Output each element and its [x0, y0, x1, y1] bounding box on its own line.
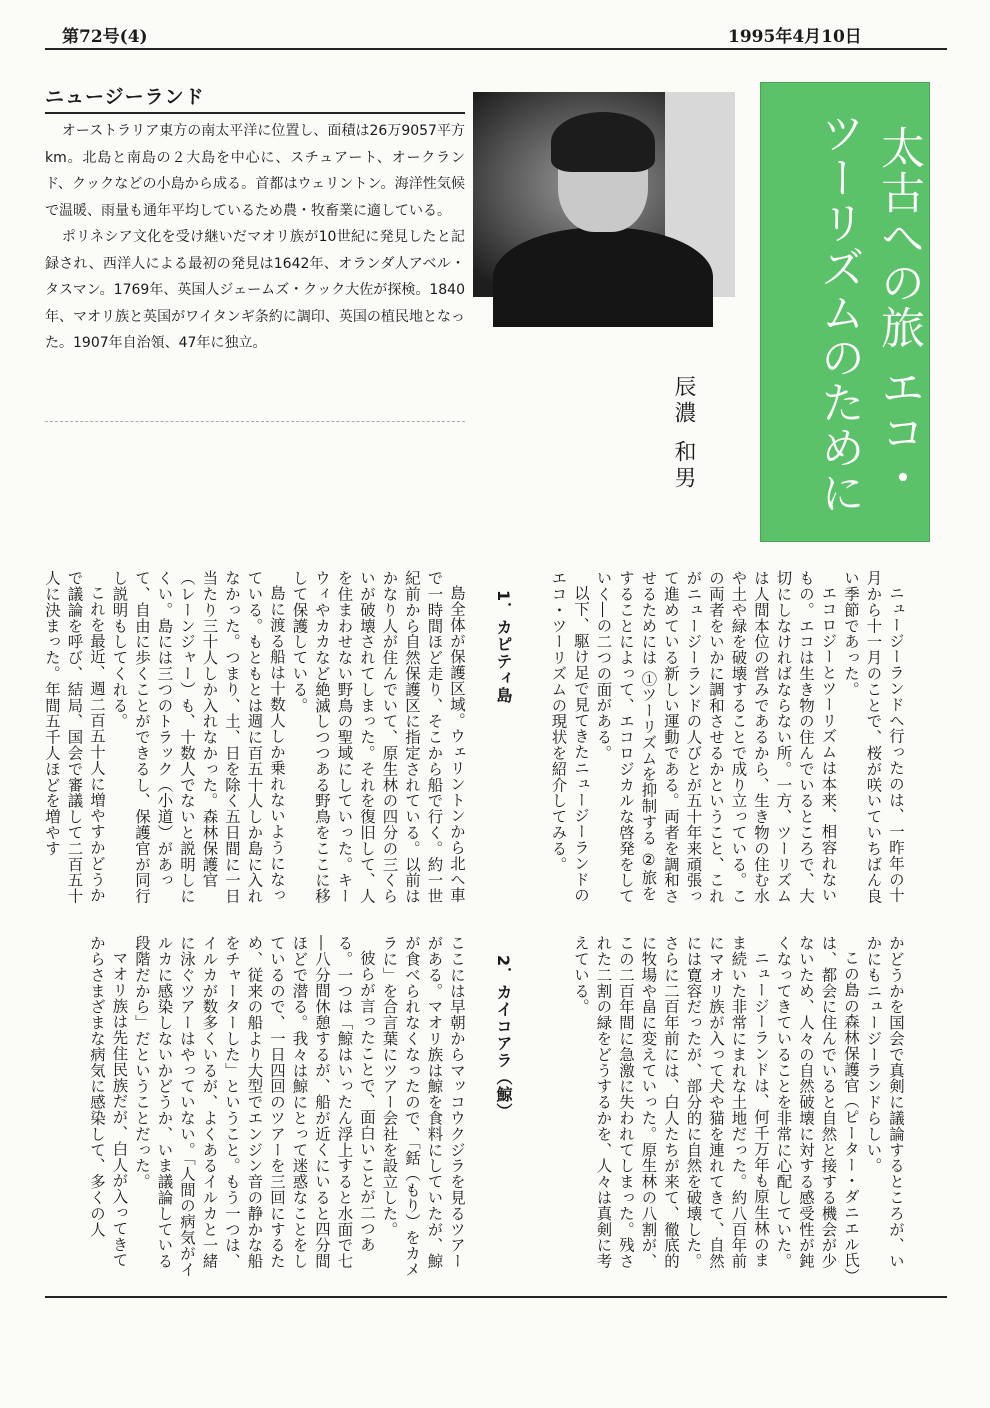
bottom-rule [45, 1296, 947, 1298]
section-heading-kaikoura: 2．カイコアラ（鯨） [494, 955, 513, 1121]
article-paragraph: 以下、駆け足で見てきたニュージーランドのエコ・ツーリズムの現状を紹介してみる。 [549, 570, 590, 904]
author-name [668, 375, 699, 427]
article-paragraph: これを最近、週二百五十人に増やすかどうかで議論を呼び、結局、国会で審議して二百五十人に決まった。年間五千人ほどを増やす [43, 570, 106, 904]
author-name-given-wrap [668, 440, 699, 492]
sidebar-box-border [45, 420, 465, 422]
sidebar-box-text [45, 118, 465, 357]
article-paragraph: ニュージーランドは、何千万年も原生林のまま続いた非常にまれな土地だった。約八百年前にマオリ族が入って犬や猫を連れてきて、自然には寛容だったが、部分的に自然を破壊した。さらに二百年前には、白人たちが来て、徹底的に牧場や畠に変えていった。原生林の八割が、この二百年間に急激に失われてしまった。残された二割の緑をどうするかを、人々は真剣に考えている。 [572, 935, 770, 1269]
article-paragraph: マオリ族は先住民族だが、白人が入ってきてからさまざまな病気に感染して、多くの人 [88, 935, 129, 1269]
article-title-line2: ツーリズムのために [813, 110, 864, 515]
author-family-name: 辰濃 [671, 375, 696, 427]
photo-figure-hair [551, 112, 655, 172]
article-paragraph: エコロジーとツーリズムは本来、相容れないもの。エコは生き物の住んでいるところで、大切にしなければならない所。一方、ツーリズムは人間本位の営みであるから、生き物の住む水や土や緑を破壊することで成り立っている。この両者をいかに調和させるかということ、これがニュージーランドの人びとが五十年来頑張って進めている新しい運動である。両者を調和させるためには ①ツーリズムを抑制する ②旅をすることによって、エコロジカルな啓発をしていく―の二つの面がある。 [594, 570, 838, 904]
sidebar-paragraph: オーストラリア東方の南太平洋に位置し、面積は26万9057平方km。北島と南島の２大島を中心に、スチュアート、オークランド、クックなどの小島から成る。首都はウェリントン。海洋性気候で温暖、雨量も通年平均しているため農・牧畜業に適している。 [45, 123, 465, 219]
article-paragraph: 島全体が保護区域。ウェリントンから北へ車で一時間ほど走り、そこから船で行く。約一世紀前から自然保護区に指定されている。以前はかなり人が住んでいて、原生林の四分の三くらいが破壊されてしまった。それを復旧して、人を住まわせない野鳥の聖域にしていった。キーウィやカカなど絶滅しつつある野鳥をここに移して保護している。 [290, 570, 466, 904]
article-upper-right [527, 570, 907, 915]
author-photo [473, 92, 735, 297]
article-paragraph: かどうかを国会で真剣に議論するところが、いかにもニュージーランドらしい。 [864, 935, 905, 1269]
sidebar-paragraph: ポリネシア文化を受け継いだマオリ族が10世紀に発見したと記録され、西洋人による最初の発見は1642年、オランダ人アベル・タスマン。1769年、英国人ジェームズ・クック大佐が探検。1840年、マオリ族と英国がワイタンギ条約に調印、英国の植民地となった。1907年自治領、47年に独立。 [45, 229, 465, 351]
article-lower-right [527, 935, 907, 1280]
article-lower-left [48, 935, 468, 1280]
photo-figure-body [493, 227, 713, 327]
sidebar-box-title: ニュージーランド [45, 82, 465, 114]
issue-number: 第72号(4) [62, 27, 148, 47]
article-upper-left [43, 570, 468, 915]
publication-date: 1995年4月10日 [728, 27, 862, 47]
article-paragraph: 彼らが言ったことで、面白いことが二つある。一つは「鯨はいったん浮上すると水面で七―八分間休憩するが、船が近くにいると四分間ほどで潜る。我々は鯨にとって迷惑なことをしているので、一日四回のツアーを三回にするため、従来の船より大型でエンジン音の静かな船をチャーターした」ということ。もう一つは、イルカが数多くいるが、よくあるイルカと一緒に泳ぐツアーはやっていない。「人間の病気がイルカに感染しないかどうか、いま議論している段階だから」だということだった。 [133, 935, 376, 1278]
article-title-line1: 太古への旅 エコ・ [873, 125, 924, 500]
article-paragraph: ここには早朝からマッコウクジラを見るツアーがある。マオリ族は鯨を食料にしていたが、鯨が食べられなくなったので、「銛（もり）をカメラに」を合言葉にツアー会社を設立した。 [380, 935, 466, 1278]
author-given-name: 和男 [671, 440, 696, 492]
article-paragraph: ニュージーランドへ行ったのは、一昨年の十月から十一月のことで、桜が咲いていちばん良い季節であった。 [842, 570, 905, 904]
section-heading-kapiti: 1．カピティ島 [494, 590, 513, 705]
article-paragraph: この島の森林保護官（ピーター・ダニエル氏）は、都会に住んでいると自然と接する機会が少ないため、人々の自然破壊に対する感受性が鈍くなってきていることを非常に心配していた。 [774, 935, 860, 1277]
article-paragraph: 島に渡る船は十数人しか乗れないようになっている。もともとは週に百五十人しか島に入れなかった。つまり、土、日を除く五日間に一日当たり三十人しか入れなかった。森林保護官（レーンジャー）も、十数人でないと説明しにくい。島には三つのトラック（小道）があって、自由に歩くことができるし、保護官が同行し説明もしてくれる。 [110, 570, 286, 904]
top-rule [45, 48, 947, 50]
article-title [760, 90, 928, 535]
